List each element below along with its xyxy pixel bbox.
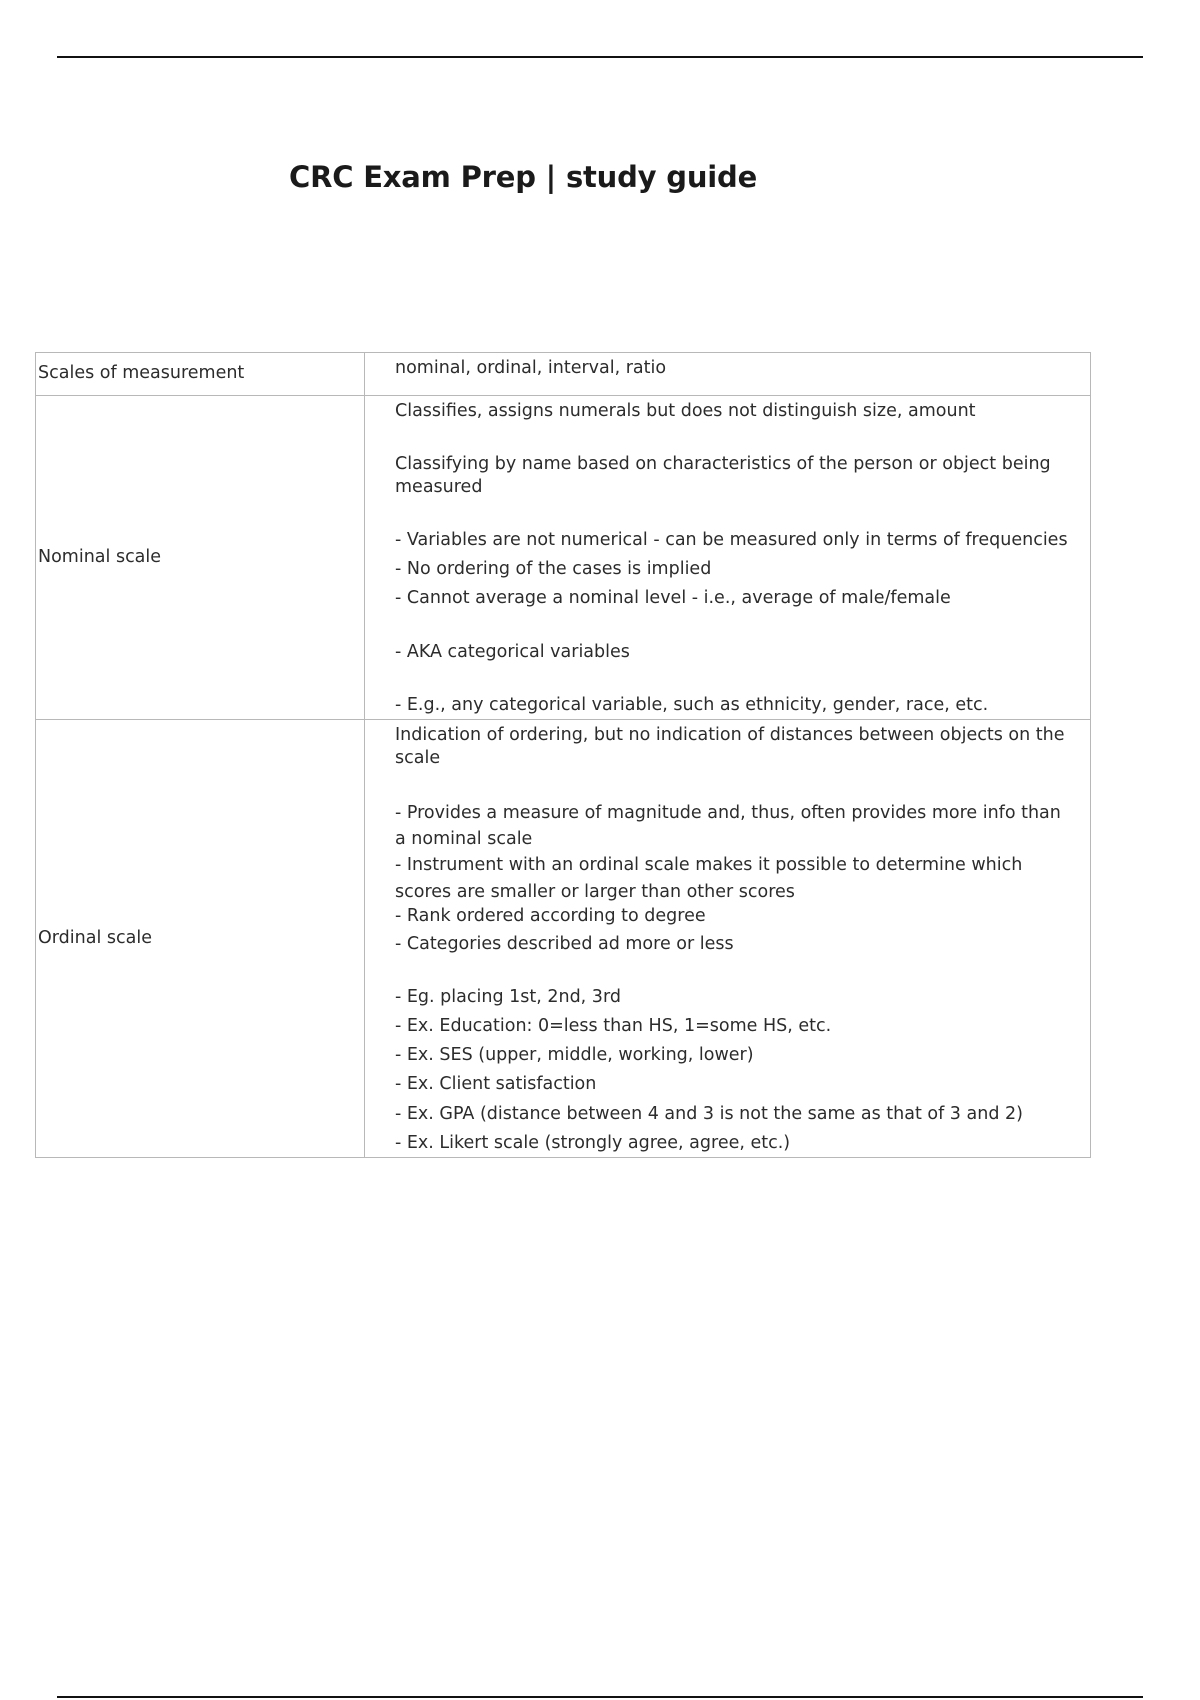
definition-line: - No ordering of the cases is implied — [395, 559, 712, 580]
term-cell: Nominal scale — [36, 396, 365, 720]
table-row-scales-of-measurement — [36, 353, 1091, 396]
term-cell: Scales of measurement — [36, 353, 365, 396]
definition-cell: nominal, ordinal, interval, ratio — [365, 353, 1091, 396]
definition-line: - Ex. Likert scale (strongly agree, agree, etc.) — [395, 1132, 791, 1153]
definition-line: Classifies, assigns numerals but does not distinguish size, amount — [395, 401, 976, 421]
definition-line: - AKA categorical variables — [395, 641, 630, 662]
definition-line: - Instrument with an ordinal scale makes it possible to determine which scores are smaller or larger than other scores — [395, 855, 1023, 902]
definition-cell — [365, 396, 1091, 720]
definition-line: - Ex. Education: 0=less than HS, 1=some HS, etc. — [395, 1016, 832, 1037]
definition-line: Indication of ordering, but no indication of distances between objects on the scale — [395, 724, 1065, 768]
definition-line: - Ex. SES (upper, middle, working, lower) — [395, 1045, 754, 1066]
footer-rule — [57, 1696, 1143, 1698]
header-rule — [57, 56, 1143, 58]
table-row-ordinal-scale — [36, 719, 1091, 1157]
term-cell: Ordinal scale — [36, 719, 365, 1157]
definition-line: - Rank ordered according to degree — [395, 905, 706, 926]
definition-line: - Provides a measure of magnitude and, thus, often provides more info than a nominal scale — [395, 802, 1061, 850]
definition-line: - Eg. placing 1st, 2nd, 3rd — [395, 987, 621, 1008]
definition-line: - Categories described ad more or less — [395, 934, 734, 955]
document-title: CRC Exam Prep | study guide — [289, 160, 758, 194]
definition-line: - Ex. Client satisfaction — [395, 1074, 597, 1095]
definition-cell — [365, 719, 1091, 1157]
definition-line: Classifying by name based on characteristics of the person or object being measured — [395, 454, 1051, 498]
definition-line: - E.g., any categorical variable, such as ethnicity, gender, race, etc. — [395, 694, 989, 715]
table-row-nominal-scale — [36, 396, 1091, 720]
definition-line: - Ex. GPA (distance between 4 and 3 is not the same as that of 3 and 2) — [395, 1103, 1023, 1124]
scales-table — [35, 352, 1091, 1158]
definition-line: - Cannot average a nominal level - i.e., average of male/female — [395, 588, 951, 609]
definition-line: - Variables are not numerical - can be measured only in terms of frequencies — [395, 530, 1068, 551]
